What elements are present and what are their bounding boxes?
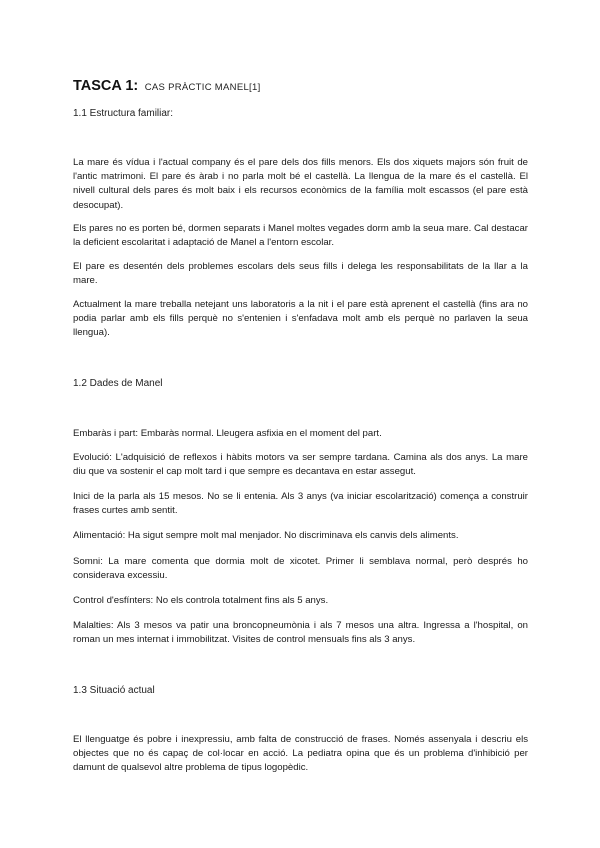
paragraph-sleep: Somni: La mare comenta que dormia molt de xicotet. Primer li semblava normal, però després ho considerava excessiu. [73, 556, 528, 582]
paragraph-sphincter-control: Control d'esfínters: No els controla totalment fins als 5 anys. [73, 595, 329, 606]
title-subtitle: CAS PRÀCTIC MANEL[1] [144, 82, 261, 93]
paragraph-illnesses: Malalties: Als 3 mesos va patir una broncopneumònia i als 7 mesos una altra. Ingressa a l'hospital, on roman un mes internat i immobilitzat. Visites de control mensuals fins als 3 anys. [73, 620, 528, 646]
title-main: TASCA 1: [73, 78, 139, 94]
paragraph-speech-onset: Inici de la parla als 15 mesos. No se li entenia. Als 3 anys (va iniciar escolarització) comença a construir frases curtes amb sentit. [73, 491, 528, 517]
paragraph-feeding: Alimentació: Ha sigut sempre molt mal menjador. No discriminava els canvis dels aliments. [73, 530, 459, 541]
paragraph-parents-relationship: Els pares no es porten bé, dormen separats i Manel moltes vegades dorm amb la seua mare. Cal destacar la deficient escolaritat i adaptació de Manel a l'entorn escolar. [73, 223, 528, 249]
paragraph-language: El llenguatge és pobre i inexpressiu, amb falta de construcció de frases. Només assenyala i descriu els objectes que no és capaç de col·locar en acció. La pediatra opina que és un problema d'inhibició per damunt de qualsevol altre problema de tipus logopèdic. [73, 734, 528, 774]
section-heading-manel-data: 1.2 Dades de Manel [73, 378, 163, 389]
paragraph-pregnancy-birth: Embaràs i part: Embaràs normal. Lleugera asfixia en el moment del part. [73, 428, 382, 439]
paragraph-family-composition: La mare és vídua i l'actual company és el pare dels dos fills menors. Els dos xiquets majors són fruit de l'antic matrimoni. El pare és àrab i no parla molt bé el castellà. La llengua de la mare és el castellà. El nivell cultural dels pares és molt baix i els recursos econòmics de la família molt escassos (el pare està desocupat). [73, 157, 528, 211]
paragraph-father-responsibilities: El pare es desentén dels problemes escolars dels seus fills i delega les responsabilitats de la llar a la mare. [73, 261, 528, 287]
page-title [73, 77, 261, 95]
paragraph-evolution: Evolució: L'adquisició de reflexos i hàbits motors va ser sempre tardana. Camina als dos anys. La mare diu que va sostenir el cap molt tard i que sempre es decantava en estar assegut. [73, 452, 528, 478]
paragraph-current-work: Actualment la mare treballa netejant uns laboratoris a la nit i el pare està aprenent el castellà (fins ara no podia parlar amb els fills perquè no s'entenien i s'enfadava molt amb els perquè no parlaven la seua llengua). [73, 299, 528, 339]
section-heading-family-structure: 1.1 Estructura familiar: [73, 108, 174, 119]
section-heading-current-situation: 1.3 Situació actual [73, 685, 155, 696]
